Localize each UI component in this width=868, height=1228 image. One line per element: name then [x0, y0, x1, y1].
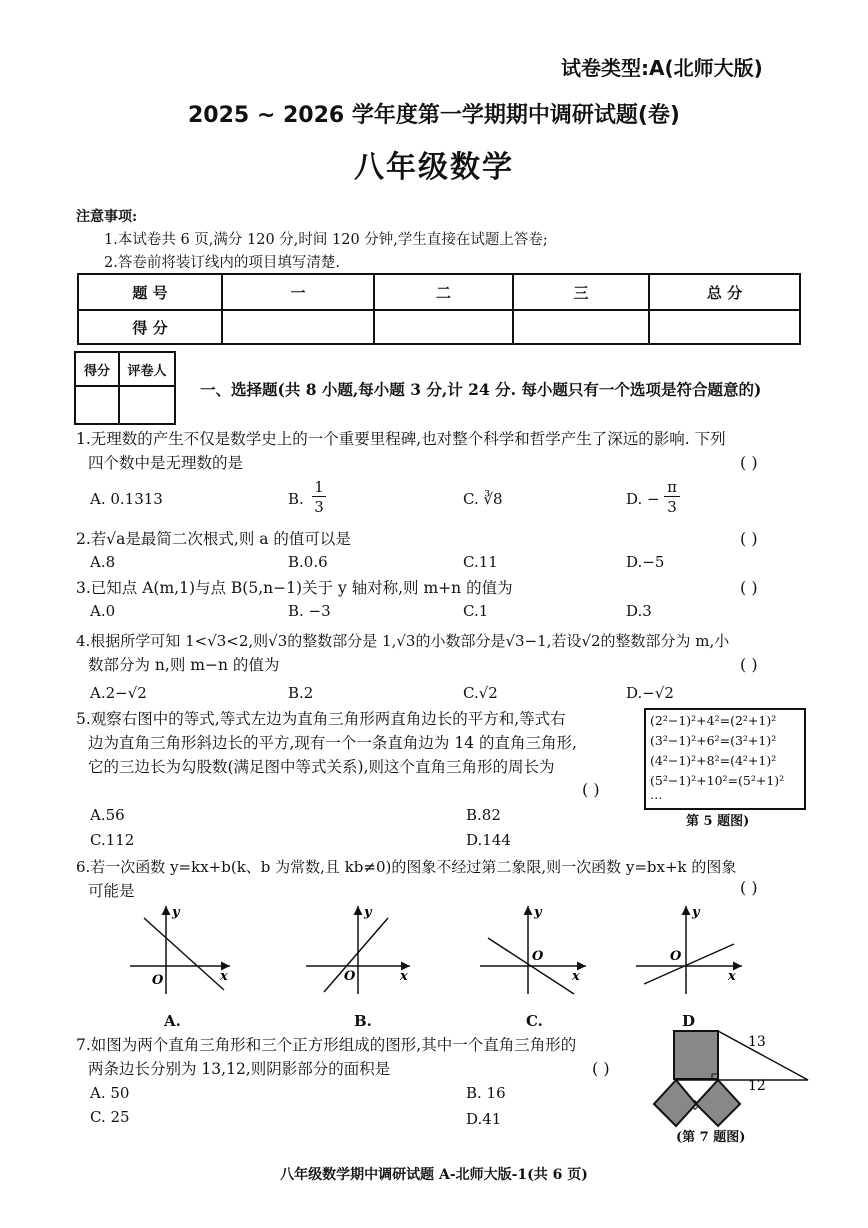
q2-stem: 2.若√a是最简二次根式,则 a 的值可以是 — [76, 530, 351, 548]
q5-option-d: D.144 — [466, 831, 511, 849]
q4-option-a: A.2−√2 — [90, 684, 147, 702]
q4-stem-line2: 数部分为 n,则 m−n 的值为 — [88, 656, 280, 674]
q6c-x-label: x — [572, 969, 580, 984]
q3-option-c: C.1 — [463, 602, 489, 620]
q6a-y-label: y — [172, 905, 180, 920]
grader-name-cell[interactable] — [119, 386, 175, 424]
q2-option-b: B.0.6 — [288, 553, 328, 571]
q6a-origin-label: O — [152, 973, 164, 988]
q6d-x-label: x — [728, 969, 736, 984]
q6b-line — [324, 918, 388, 992]
q3-stem: 3.已知点 A(m,1)与点 B(5,n−1)关于 y 轴对称,则 m+n 的值为 — [76, 579, 513, 597]
q6d-origin-label: O — [670, 949, 682, 964]
q3-option-a: A.0 — [90, 602, 116, 620]
q6-answer-paren[interactable]: ( ) — [740, 878, 758, 897]
q5-option-a: A.56 — [90, 806, 125, 824]
q6-graph-c[interactable] — [474, 898, 594, 998]
q4-option-b: B.2 — [288, 684, 314, 702]
q2-answer-paren[interactable]: ( ) — [740, 529, 758, 548]
score-cell-3[interactable] — [513, 310, 649, 344]
q4-answer-paren[interactable]: ( ) — [740, 655, 758, 674]
q6-option-d: D — [682, 1012, 696, 1030]
grader-score-label: 得分 — [75, 352, 119, 386]
q5-formula-4: (5²−1)²+10²=(5²+1)² — [650, 773, 785, 788]
section-1-title: 一、选择题(共 8 小题,每小题 3 分,计 24 分. 每小题只有一个选项是符合题意的) — [200, 380, 762, 399]
q5-formula-ellipsis: … — [650, 787, 663, 802]
q1-option-d-denominator: 3 — [667, 498, 677, 516]
q5-stem-line2: 边为直角三角形斜边长的平方,现有一个一条直角边为 14 的直角三角形, — [88, 734, 577, 752]
score-cell-2[interactable] — [374, 310, 513, 344]
q5-answer-paren[interactable]: ( ) — [582, 780, 600, 799]
score-table-col-total: 总 分 — [649, 274, 800, 310]
exam-title: 2025 ~ 2026 学年度第一学期期中调研试题(卷) — [188, 103, 680, 128]
q1-option-b-numerator: 1 — [312, 478, 326, 497]
q1-stem-line2: 四个数中是无理数的是 — [88, 454, 244, 472]
q5-stem-line1: 5.观察右图中的等式,等式左边为直角三角形两直角边长的平方和,等式右 — [76, 710, 566, 728]
q3-option-b: B. −3 — [288, 602, 331, 620]
q7-stem-line2: 两条边长分别为 13,12,则阴影部分的面积是 — [88, 1060, 391, 1078]
q6-graph-b[interactable] — [298, 898, 418, 998]
q6-option-c: C. — [526, 1012, 543, 1030]
q7-option-d: D.41 — [466, 1110, 502, 1128]
q5-option-c: C.112 — [90, 831, 135, 849]
q6d-y-label: y — [692, 905, 700, 920]
q4-option-c: C.√2 — [463, 684, 498, 702]
q7-large-square — [674, 1031, 718, 1079]
q3-answer-paren[interactable]: ( ) — [740, 578, 758, 597]
grader-name-label: 评卷人 — [119, 352, 175, 386]
q6-option-a: A. — [164, 1012, 181, 1030]
subject-title: 八年级数学 — [354, 150, 514, 185]
score-table — [77, 273, 801, 345]
score-table-score-label: 得 分 — [78, 310, 222, 344]
q1-option-b-denominator: 3 — [314, 498, 324, 516]
q3-option-d: D.3 — [626, 602, 652, 620]
q1-stem-line1: 1.无理数的产生不仅是数学史上的一个重要里程碑,也对整个科学和哲学产生了深远的影响. 下列 — [76, 430, 726, 448]
q5-formula-box — [644, 708, 806, 810]
q7-label-12: 12 — [748, 1078, 766, 1094]
q7-figure-caption: (第 7 题图) — [676, 1130, 746, 1145]
q6b-origin-label: O — [344, 969, 356, 984]
q5-stem-line3: 它的三边长为勾股数(满足图中等式关系),则这个直角三角形的周长为 — [88, 758, 555, 776]
q6c-origin-label: O — [532, 949, 544, 964]
q5-formula-1: (2²−1)²+4²=(2²+1)² — [650, 713, 777, 728]
q6-option-b: B. — [354, 1012, 372, 1030]
q6a-x-label: x — [220, 969, 228, 984]
q1-answer-paren[interactable]: ( ) — [740, 453, 758, 472]
q5-option-b: B.82 — [466, 806, 501, 824]
score-table-col-1: 一 — [222, 274, 374, 310]
q4-stem-line1: 4.根据所学可知 1<√3<2,则√3的整数部分是 1,√3的小数部分是√3−1,若设√2的整数部分为 m,小 — [76, 632, 730, 650]
q7-stem-line1: 7.如图为两个直角三角形和三个正方形组成的图形,其中一个直角三角形的 — [76, 1036, 577, 1054]
q5-formula-2: (3²−1)²+6²=(3²+1)² — [650, 733, 777, 748]
notice-heading: 注意事项: — [76, 209, 138, 225]
q6-graph-a[interactable] — [120, 898, 240, 998]
page-footer: 八年级数学期中调研试题 A-北师大版-1(共 6 页) — [280, 1167, 588, 1183]
q2-option-d: D.−5 — [626, 553, 665, 571]
score-table-col-3: 三 — [513, 274, 649, 310]
exam-type-label: 试卷类型:A(北师大版) — [561, 56, 763, 80]
q7-answer-paren[interactable]: ( ) — [592, 1059, 610, 1078]
q7-option-c: C. 25 — [90, 1108, 130, 1126]
q5-figure-caption: 第 5 题图) — [686, 814, 750, 829]
grader-box — [74, 351, 176, 425]
q1-option-d-prefix: D. − — [626, 490, 660, 508]
q5-formula-3: (4²−1)²+8²=(4²+1)² — [650, 753, 777, 768]
q7-figure — [648, 1024, 818, 1128]
q6d-line — [644, 944, 734, 984]
q7-option-a: A. 50 — [90, 1084, 130, 1102]
q6-stem-line2: 可能是 — [88, 882, 135, 900]
score-cell-1[interactable] — [222, 310, 374, 344]
notice-item-2: 2.答卷前将装订线内的项目填写清楚. — [104, 255, 340, 271]
notice-item-1: 1.本试卷共 6 页,满分 120 分,时间 120 分钟,学生直接在试题上答卷; — [104, 232, 548, 248]
q1-option-a: A. 0.1313 — [90, 490, 163, 508]
q1-option-d-numerator: π — [664, 478, 680, 497]
q6c-y-label: y — [534, 905, 542, 920]
q4-option-d: D.−√2 — [626, 684, 674, 702]
q6-stem-line1: 6.若一次函数 y=kx+b(k、b 为常数,且 kb≠0)的图象不经过第二象限,则一次函数 y=bx+k 的图象 — [76, 858, 737, 876]
q1-option-b-prefix: B. — [288, 490, 304, 508]
q7-label-13: 13 — [748, 1034, 766, 1050]
q2-option-a: A.8 — [90, 553, 116, 571]
score-cell-total[interactable] — [649, 310, 800, 344]
q1-option-c: C. ∛8 — [463, 490, 503, 508]
grader-score-cell[interactable] — [75, 386, 119, 424]
q6b-x-label: x — [400, 969, 408, 984]
score-table-header-number: 题 号 — [78, 274, 222, 310]
score-table-col-2: 二 — [374, 274, 513, 310]
q6-graph-d[interactable] — [630, 898, 750, 998]
q2-option-c: C.11 — [463, 553, 498, 571]
q6b-y-label: y — [364, 905, 372, 920]
q7-option-b: B. 16 — [466, 1084, 506, 1102]
